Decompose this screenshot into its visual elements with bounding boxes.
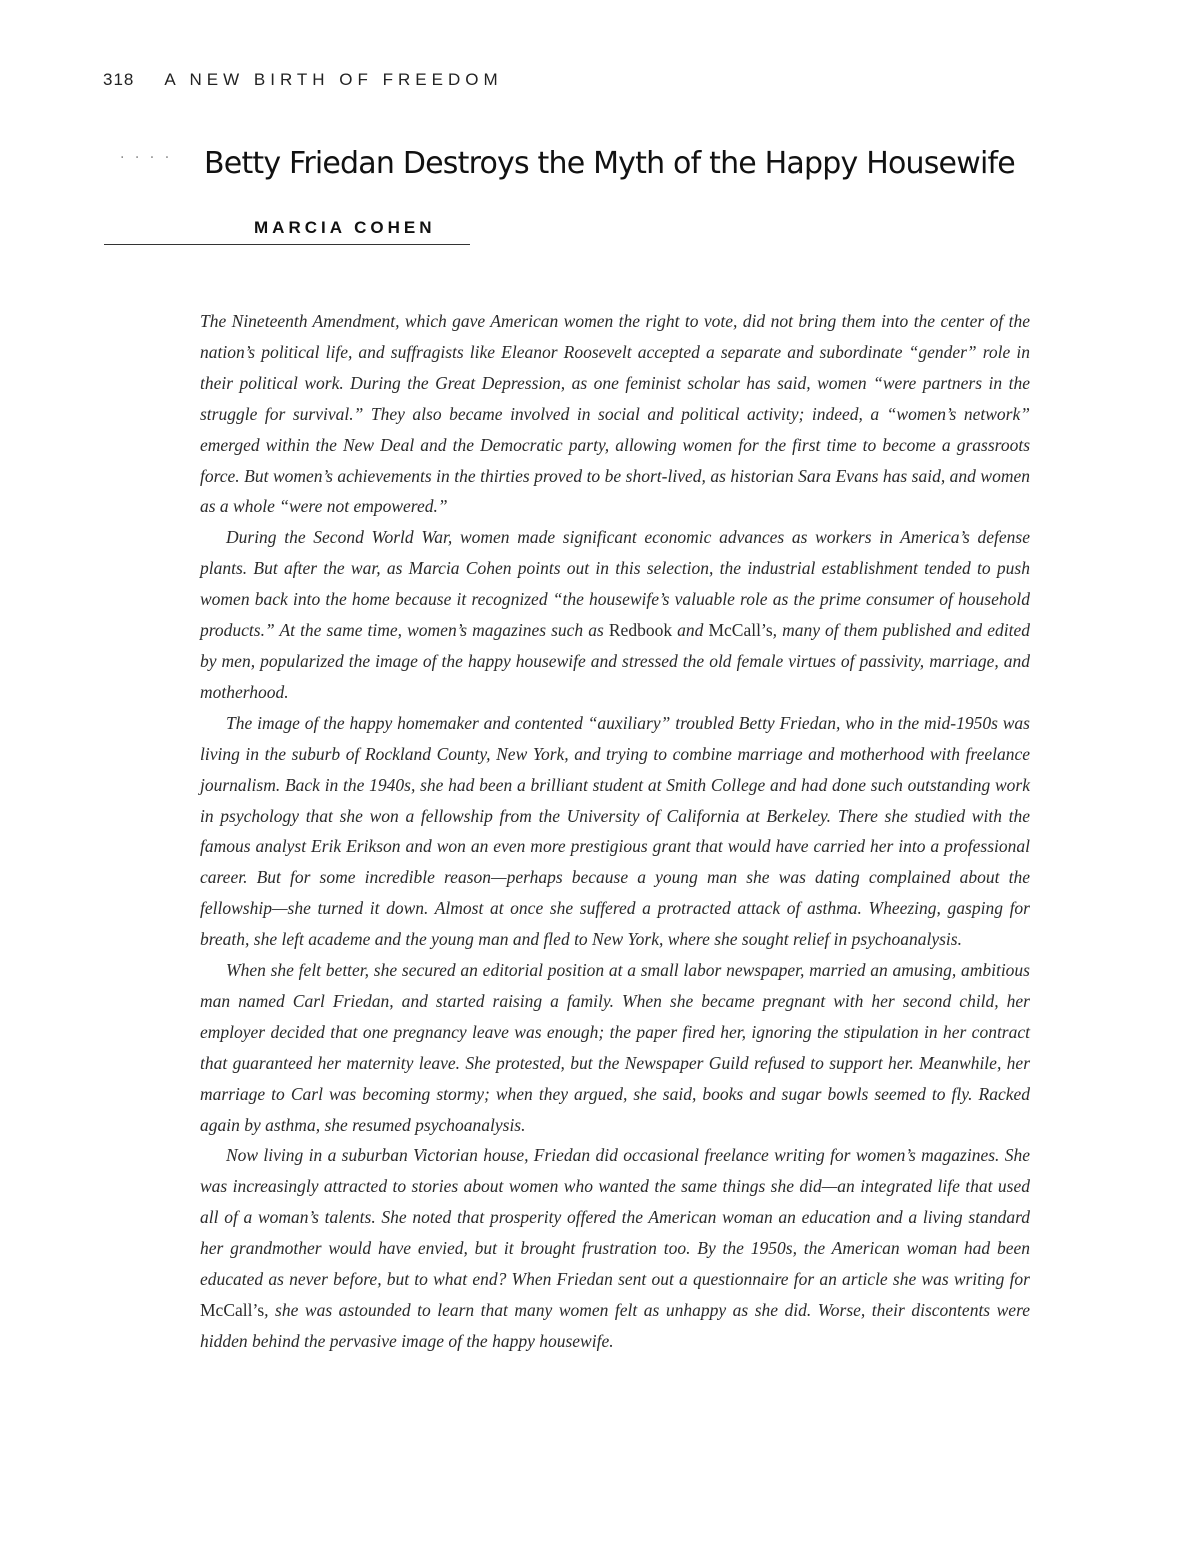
page-number: 318 [103, 70, 135, 89]
article-body [200, 306, 1030, 1357]
article-author: MARCIA COHEN [254, 218, 436, 237]
margin-ornament: · · · · [120, 150, 173, 166]
magazine-title-mccalls: McCall’s [200, 1300, 265, 1320]
paragraph-1: The Nineteenth Amendment, which gave American women the right to vote, did not bring them into the center of the nation’s political life, and suffragists like Eleanor Roosevelt accepted a separate and subordinate “gender” role in their political work. During the Great Depression, as one feminist scholar has said, women “were partners in the struggle for survival.” They also became involved in social and political activity; indeed, a “women’s network” emerged within the New Deal and the Democratic party, allowing women for the first time to become a grassroots force. But women’s achievements in the thirties proved to be short-lived, as historian Sara Evans has said, and women as a whole “were not empowered.” [200, 311, 1030, 517]
magazine-title-redbook: Redbook [608, 620, 673, 641]
paragraph-3: The image of the happy homemaker and contented “auxiliary” troubled Betty Friedan, who in the mid-1950s was living in the suburb of Rockland County, New York, and trying to combine marriage and motherhood with freelance journalism. Back in the 1940s, she had been a brilliant student at Smith College and had done such outstanding work in psychology that she won a fellowship from the University of California at Berkeley. There she studied with the famous analyst Erik Erikson and won an even more prestigious grant that would have carried her into a professional career. But for some incredible reason—perhaps because a young man she was dating complained about the fellowship—she turned it down. Almost at once she suffered a protracted attack of asthma. Wheezing, gasping for breath, she left academe and the young man and fled to New York, where she sought relief in psychoanalysis. [200, 712, 1030, 950]
article-title: Betty Friedan Destroys the Myth of the Happy Housewife [204, 146, 1015, 181]
running-head [103, 70, 503, 90]
paragraph-5: Now living in a suburban Victorian house, Friedan did occasional freelance writing for women’s magazines. She was increasingly attracted to stories about women who wanted the same things she did—an integrated life that used all of a woman’s talents. She noted that prosperity offered the American woman an education and a living standard her grandmother would have envied, but it brought frustration too. By the 1950s, the American woman had been educated as never before, but to what end? When Friedan sent out a questionnaire for an article she was writing for McCall’s, she was astounded to learn that many women felt as unhappy as she did. Worse, their discontents were hidden behind the pervasive image of the happy housewife. [200, 1145, 1030, 1351]
running-title: A NEW BIRTH OF FREEDOM [164, 70, 503, 89]
magazine-title-mccalls: McCall’s [708, 620, 773, 641]
title-rule [104, 244, 470, 245]
paragraph-4: When she felt better, she secured an editorial position at a small labor newspaper, married an amusing, ambitious man named Carl Friedan, and started raising a family. When she became pregnant with her second child, her employer decided that one pregnancy leave was enough; the paper fired her, ignoring the stipulation in her contract that guaranteed her maternity leave. She protested, but the Newspaper Guild refused to support her. Meanwhile, her marriage to Carl was becoming stormy; when they argued, she said, books and sugar bowls seemed to fly. Racked again by asthma, she resumed psychoanalysis. [200, 960, 1030, 1135]
paragraph-2: During the Second World War, women made significant economic advances as workers in America’s defense plants. But after the war, as Marcia Cohen points out in this selection, the industrial establishment tended to push women back into the home because it recognized “the housewife’s valuable role as the prime consumer of household products.” At the same time, women’s magazines such as Redbook and McCall’s, many of them published and edited by men, popularized the image of the happy housewife and stressed the old female virtues of passivity, marriage, and motherhood. [200, 527, 1031, 702]
